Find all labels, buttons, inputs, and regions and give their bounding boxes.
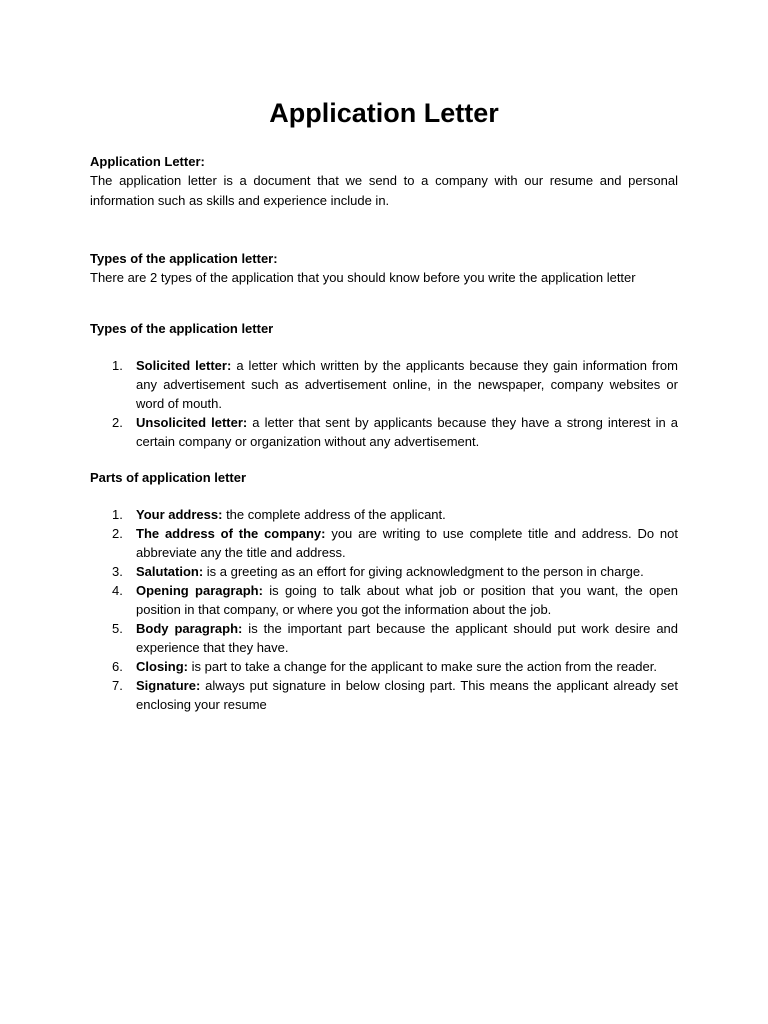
list-item (90, 676, 678, 714)
parts-list (90, 505, 678, 714)
list-item-number: 2. (112, 414, 123, 430)
list-item-number: 1. (112, 506, 123, 522)
list-item-number: 2. (112, 525, 123, 541)
list-item-term: The address of the company: (136, 525, 326, 541)
list-item-number: 6. (112, 658, 123, 674)
list-item-text: you are writing to use complete title and address. Do not abbreviate any the title and address. (136, 525, 678, 560)
intro-heading: Application Letter: (90, 154, 205, 169)
list-item-text: is going to talk about what job or position that you want, the open position in that company, or where you got the information about the job. (136, 582, 678, 617)
types-heading: Types of the application letter: (90, 251, 278, 266)
document-title: Application Letter (269, 98, 499, 128)
list-item-text: always put signature in below closing part. This means the applicant already set enclosing your resume (136, 677, 678, 712)
list-item (90, 619, 678, 657)
list-item-text: is the important part because the applicant should put work desire and experience that they have. (136, 620, 679, 655)
intro-section (90, 152, 678, 210)
list-item-term: Signature: (136, 677, 201, 693)
parts-list-heading: Parts of application letter (90, 469, 247, 485)
list-item-term: Opening paragraph: (136, 582, 263, 598)
list-item-term: Solicited letter: (136, 357, 232, 373)
list-item-term: Salutation: (136, 563, 204, 579)
list-item (90, 524, 678, 562)
list-item (90, 562, 678, 581)
list-item (90, 657, 678, 676)
list-item-text: is part to take a change for the applicant to make sure the action from the reader. (188, 658, 657, 674)
list-item-term: Body paragraph: (136, 620, 243, 636)
types-list-heading: Types of the application letter (90, 320, 274, 336)
list-item-text: a letter which written by the applicants because they gain information from any advertisement such as advertisement online, in the newspaper, company websites or word of mouth. (136, 357, 678, 411)
list-item-term: Closing: (136, 658, 188, 674)
types-section (90, 249, 678, 288)
list-item (90, 356, 678, 413)
types-paragraph: There are 2 types of the application that you should know before you write the application letter (90, 270, 636, 285)
list-item (90, 581, 678, 619)
list-item-text: a letter that sent by applicants because they have a strong interest in a certain company or organization without any advertisement. (136, 414, 678, 449)
list-item-number: 4. (112, 582, 123, 598)
list-item-term: Your address: (136, 506, 223, 522)
list-item-text: the complete address of the applicant. (222, 506, 446, 522)
list-item-number: 1. (112, 357, 123, 373)
list-item-number: 5. (112, 620, 123, 636)
list-item-term: Unsolicited letter: (136, 414, 248, 430)
list-item-number: 3. (112, 563, 123, 579)
types-list (90, 356, 678, 451)
list-item (90, 413, 678, 451)
list-item (90, 505, 678, 524)
list-item-number: 7. (112, 677, 123, 693)
intro-paragraph: The application letter is a document that we send to a company with our resume and personal information such as skills and experience include in. (90, 173, 678, 208)
list-item-text: is a greeting as an effort for giving acknowledgment to the person in charge. (203, 563, 644, 579)
